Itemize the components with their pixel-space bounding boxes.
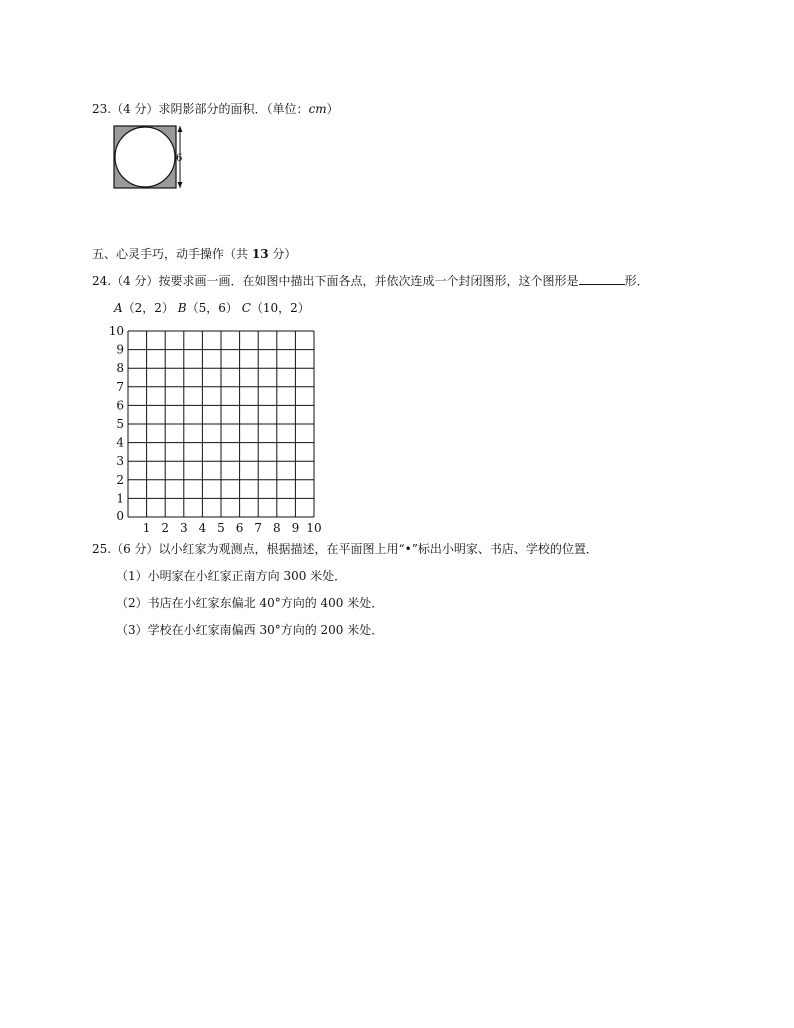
q23-number: 23. bbox=[92, 102, 112, 116]
grid-y-tick-label: 4 bbox=[116, 435, 124, 450]
q25-item-2: （2）书店在小红家东偏北 40°方向的 400 米处． bbox=[116, 596, 384, 610]
q23-text: 求阴影部分的面积．（单位： bbox=[158, 102, 309, 116]
q23-side-label: 6 bbox=[176, 153, 183, 164]
q23-line bbox=[92, 100, 339, 117]
q24-coordinate-grid[interactable] bbox=[104, 320, 344, 540]
q23-unit: cm bbox=[308, 102, 327, 116]
q24-point-a-coord: （2，2） bbox=[122, 301, 174, 315]
section5-title-text: 五、心灵手巧，动手操作（共 bbox=[92, 247, 249, 261]
q25-score: （6 分） bbox=[111, 542, 159, 556]
q24-point-c-name: C bbox=[241, 301, 251, 315]
grid-origin-label: 0 bbox=[116, 509, 124, 523]
q24-text-before: 按要求画一画．在如图中描出下面各点，并依次连成一个封闭图形，这个图形是 bbox=[158, 274, 579, 288]
grid-x-tick-label: 2 bbox=[161, 521, 170, 535]
section5-points: 13 bbox=[251, 247, 269, 261]
q23-circle bbox=[115, 127, 175, 187]
q23-score: （4 分） bbox=[111, 102, 159, 116]
grid-y-tick-label: 6 bbox=[116, 398, 124, 413]
grid-x-tick-label: 9 bbox=[291, 521, 300, 535]
grid-y-tick-label: 5 bbox=[116, 417, 124, 431]
q24-point-a-name: A bbox=[114, 301, 123, 315]
section5-close: 分） bbox=[272, 247, 297, 261]
grid-y-tick-label: 1 bbox=[116, 491, 124, 506]
grid-x-tick-label: 6 bbox=[235, 521, 244, 535]
q24-line bbox=[92, 272, 649, 289]
q24-points bbox=[114, 299, 310, 316]
q23-figure bbox=[110, 122, 190, 192]
q25-number: 25. bbox=[92, 542, 112, 556]
grid-y-tick-label: 3 bbox=[116, 454, 124, 469]
q24-answer-blank[interactable] bbox=[579, 272, 625, 285]
section5-title bbox=[92, 245, 296, 262]
grid-y-tick-label: 8 bbox=[116, 361, 124, 376]
grid-y-tick-label: 10 bbox=[108, 324, 124, 338]
q24-score: （4 分） bbox=[111, 274, 159, 288]
grid-x-tick-label: 4 bbox=[198, 521, 207, 535]
grid-x-tick-label: 3 bbox=[179, 521, 188, 535]
q23-arrow-bottom bbox=[178, 182, 183, 188]
q24-text-after: 形． bbox=[624, 274, 649, 288]
q23-close: ） bbox=[326, 102, 339, 116]
grid-y-tick-label: 2 bbox=[116, 472, 124, 487]
q25-line bbox=[92, 540, 598, 557]
grid-x-tick-label: 7 bbox=[254, 521, 263, 535]
grid-y-tick-label: 9 bbox=[116, 342, 124, 357]
q25-text: 以小红家为观测点，根据描述，在平面图上用“•”标出小明家、书店、学校的位置． bbox=[158, 542, 598, 556]
grid-x-tick-label: 1 bbox=[142, 521, 151, 535]
q24-point-c-coord: （10，2） bbox=[250, 301, 310, 315]
q25-item-3: （3）学校在小红家南偏西 30°方向的 200 米处． bbox=[116, 623, 384, 637]
q24-point-b-name: B bbox=[177, 301, 187, 315]
grid-x-tick-label: 5 bbox=[217, 521, 225, 535]
q24-number: 24. bbox=[92, 274, 112, 288]
grid-x-tick-label: 10 bbox=[306, 521, 322, 535]
grid-x-tick-label: 8 bbox=[272, 521, 281, 535]
q25-item-1: （1）小明家在小红家正南方向 300 米处． bbox=[116, 569, 347, 583]
grid-y-tick-label: 7 bbox=[116, 379, 124, 394]
q24-point-b-coord: （5，6） bbox=[186, 301, 238, 315]
q23-arrow-top bbox=[178, 126, 183, 132]
